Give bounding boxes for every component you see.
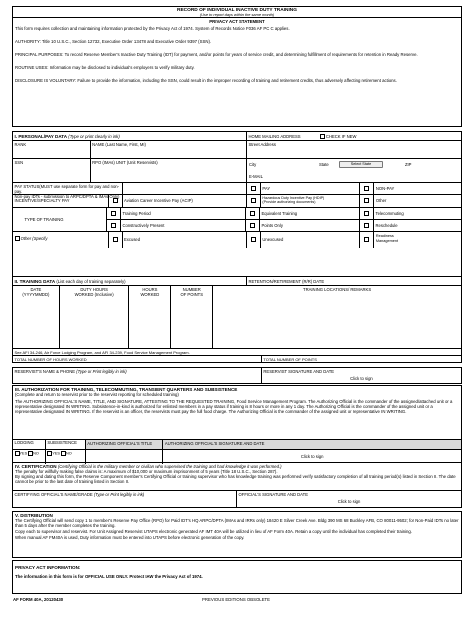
unexcused-label: Unexcused <box>262 237 284 242</box>
hdip-checkbox[interactable] <box>251 198 256 203</box>
section-personal-pay <box>12 131 462 277</box>
check-if-new-checkbox[interactable] <box>320 134 325 139</box>
pay-status-label: PAY STATUS(MUST use separate form for pay and non-pay. <box>14 183 119 194</box>
street-label: Street Address <box>248 141 276 147</box>
constructively-present-checkbox[interactable] <box>111 223 116 228</box>
section-1-note: (Type or print clearly in ink) <box>68 134 120 139</box>
reservist-name-label: RESERVIST'S NAME & PHONE <box>14 368 76 374</box>
lodging-reference: See AFI 34-246, Air Force Lodging Program, and AFI 34-239, Food Service Management Program. <box>14 349 190 355</box>
duty-hours-column[interactable] <box>60 286 130 348</box>
zip-label: ZIP <box>404 162 412 167</box>
section-4-title: IV. CERTIFICATION <box>15 464 57 469</box>
section-distribution <box>12 511 462 558</box>
points-only-checkbox[interactable] <box>250 223 255 228</box>
privacy-heading: PRIVACY ACT STATEMENT <box>209 19 265 24</box>
hdip-label: Hazardous Duty Incentive Pay (HDIP) <box>262 195 325 200</box>
rank-label: RANK <box>14 141 27 147</box>
non-pay-checkbox[interactable] <box>364 186 369 191</box>
privacy-disclosure: DISCLOSURE IS VOLUNTARY: Failure to provide the information, including the SSN, could result in the improper recording of training and retirement credits, thus adversely affecting retirement actions. <box>15 78 397 83</box>
city-label: City <box>248 162 257 167</box>
section-authorization <box>12 385 462 463</box>
readiness-note: Management <box>375 238 399 243</box>
other-specify-checkbox[interactable] <box>15 236 20 241</box>
ssn-label: SSN <box>14 159 24 165</box>
privacy-routine: ROUTINE USES: Information may be disclosed to individual's employers to verify military duty. <box>15 65 195 70</box>
section-4-note: (Certifying Official is the military member or civilian who supervised the training and had knowledge it was performed.) <box>57 464 282 469</box>
acip-checkbox[interactable] <box>113 198 118 203</box>
section-4-body: By signing and dating this form, the Reserve Component member's Certifying Official or training supervisor who has knowledge training was performed verify satisfactory completion of all training period(s) listed in Section II. The date cannot be prior to the last date of training listed in Section II. <box>15 474 456 484</box>
acip-label: Aviation Career Incentive Pay (ACIP) <box>124 198 193 203</box>
auth-sign-button[interactable]: Click to sign <box>300 454 324 459</box>
form-header <box>12 6 462 18</box>
privacy-statement <box>12 18 462 127</box>
reservist-name-note: (Type or Print legibly in ink) <box>76 368 127 374</box>
reschedule-label: Reschedule <box>375 223 398 228</box>
section-certification <box>12 463 462 508</box>
section-2-title: II. TRAINING DATA <box>14 279 56 284</box>
hours-worked-header-2: WORKED <box>140 291 160 297</box>
duty-hours-header: DUTY HOURS <box>80 286 108 292</box>
email-label: E-MAIL <box>248 174 263 179</box>
training-period-checkbox[interactable] <box>111 211 116 216</box>
telecommuting-checkbox[interactable] <box>364 211 369 216</box>
hours-worked-header: HOURS <box>142 286 158 292</box>
privacy-purposes: PRINCIPAL PURPOSES: To record Reserve Member's Inactive Duty Training (IDT) for payment, and/or points for years of service credit, and determining fulfillment of requirements for retention in Ready Reserve. <box>15 52 418 57</box>
section-3-note: (Complete and return to reservist prior to the reservist reporting for scheduled training) <box>15 392 179 397</box>
non-pay-label: NON-PAY <box>375 186 395 191</box>
privacy-authority: AUTHORITY: Title 10 U.S.C., Section 12732, Executive Order 13478 and Executive Order 9397 (SSN). <box>15 39 212 44</box>
section-3-title: III. AUTHORIZATION FOR TRAINING, TELECOMMUTING, TRANSIENT QUARTERS AND SUBSISTENCE <box>15 387 238 392</box>
pay-status-note: Non-pay IDTs - submission to ARPC/DPTA & IMAs Only) <box>14 193 120 199</box>
duty-hours-note: WORKED (Inclusive) <box>74 291 114 297</box>
total-hours-label: TOTAL NUMBER OF HOURS WORKED <box>14 356 87 362</box>
hdip-note: (Provide authorizing documents) <box>262 199 316 204</box>
date-format: (YYYYMMDD) <box>22 291 50 297</box>
certifying-sign-button[interactable]: Click to sign <box>337 498 361 504</box>
other-pay-checkbox[interactable] <box>364 198 369 203</box>
form-number: AF FORM 40A, 20120430 <box>13 597 64 602</box>
reservist-name-field[interactable] <box>13 368 262 383</box>
ssn-field[interactable] <box>13 159 91 182</box>
telecommuting-label: Telecommuting <box>375 211 404 216</box>
name-label: NAME (Last Name, First, MI) <box>92 141 146 147</box>
section-2-note: (List each day of training separately) <box>56 279 126 284</box>
auth-sig-label: AUTHORIZING OFFICIAL'S SIGNATURE AND DATE <box>164 440 265 446</box>
points-column[interactable] <box>171 286 213 348</box>
auth-title-label: AUTHORIZING OFFICIAL'S TITLE <box>87 440 153 446</box>
constructively-present-label: Constructively Present <box>122 223 165 228</box>
state-select[interactable]: Select State <box>339 161 383 168</box>
lodging-yes-label: YES <box>19 451 28 455</box>
distribution-line-3: When manual AF FM40A is used, Duty information must be entered into UTAPS before electronic generation of the copy. <box>15 535 245 540</box>
penalty-statement: The penalty for willfully making false claims is: A maximum of $10,000 or maximum imprisonment of 5 years (Title 18 U.S.C., Section 287). <box>15 469 278 474</box>
rpo-unit-label: RPO (IMAs) UNIT (Unit Reservists) <box>92 159 158 165</box>
other-pay-label: Other <box>375 198 387 203</box>
rank-field[interactable] <box>13 141 91 158</box>
date-header: DATE <box>30 286 42 292</box>
form-footer <box>12 596 462 604</box>
name-field[interactable] <box>91 141 247 158</box>
pay-checkbox[interactable] <box>251 186 256 191</box>
readiness-label: Readiness <box>375 234 394 238</box>
excused-checkbox[interactable] <box>113 237 118 242</box>
total-points-label: TOTAL NUMBER OF POINTS <box>263 356 317 362</box>
certifying-name-field[interactable] <box>13 491 237 508</box>
points-header: NUMBER <box>182 286 201 292</box>
points-only-label: Points Only <box>261 223 283 228</box>
pay-label: PAY <box>262 186 271 191</box>
unexcused-checkbox[interactable] <box>251 237 256 242</box>
subsistence-yes-label: YES <box>52 451 60 455</box>
locations-column[interactable] <box>213 286 461 348</box>
certifying-sig-label: OFFICIAL'S SIGNATURE AND DATE <box>238 491 309 497</box>
privacy-intro: This form requires collection and maintaining information protected by the Privacy Act of 1974. System of Records Notice F036 AF PC C applies. <box>15 26 290 31</box>
excused-label: Excused <box>124 237 141 242</box>
equivalent-training-label: Equivalent Training <box>261 211 298 216</box>
check-if-new-label: CHECK IF NEW <box>325 134 357 139</box>
section-3-body: The AUTHORIZING OFFICIAL'S NAME, TITLE, AND SIGNATURE, ATTESTING TO THE REQUESTED TRAINING, Food Service Management Program. The Authorizing Official is the commander of the assigned/attached unit or a representative designated IN WRITING. Subsistence-in-kind is authorized for enlisted members in a pay status if training is 8 hours or more in any 1 day. The Authorizing Official is the commander of the assigned unit or a representative designated IN WRITING. If the reservist is an officer, the reservists must pay the full food charge. The Authorizing Official is the commander of the assigned unit or representative IN WRITING. <box>15 399 453 414</box>
type-of-training-label: TYPE OF TRAINING <box>24 217 64 222</box>
section-5-title: V. DISTRIBUTION <box>15 513 53 518</box>
privacy-info-title: PRIVACY ACT INFORMATION: <box>15 565 81 570</box>
mailing-address-label: HOME MAILING ADDRESS <box>248 134 301 139</box>
reservist-signature-block <box>12 367 462 384</box>
street-field[interactable] <box>247 141 461 158</box>
locations-header: TRAINING LOCATIONS/ REMARKS <box>303 286 372 292</box>
certifying-name-label: CERTIFYING OFFICIAL'S NAME/GRADE <box>14 491 93 497</box>
date-column[interactable] <box>13 286 60 348</box>
subsistence-no-label: NO <box>66 451 72 455</box>
subsistence-label: SUBSISTENCE <box>47 440 77 445</box>
lodging-no-label: NO <box>33 451 39 455</box>
section-training-data <box>12 277 462 363</box>
hours-worked-column[interactable] <box>129 286 171 348</box>
form-subtitle: (Use to report days within the same month) <box>199 12 275 17</box>
reservist-sig-label: RESERVIST SIGNATURE AND DATE <box>263 368 335 374</box>
reservist-sign-button[interactable]: Click to sign <box>350 375 373 381</box>
equivalent-training-checkbox[interactable] <box>250 211 255 216</box>
distribution-line-1: The Certifying Official will send copy 1 to member's Reserve Pay Office (RPO) for Paid IDT's HQ ARPC/DPTA (IMAs and IRRs only) 18420 E Silver Creek Ave. Bldg 390 MS 68 Buckley AFB, CO 80011-9502; for Non-Paid IDTs no later than 5 days after the member completes the training. <box>15 518 459 528</box>
distribution-line-2: Copy each to supervisor and reservist. For Unit Assigned Reservist UTAPS electronic generated AF IMT 40A will be utilized in lieu of AF Form 40A. Retain a copy until the individual has completed their training. <box>15 529 413 534</box>
section-1-title: I. PERSONAL/PAY DATA <box>14 134 68 139</box>
lodging-label: LODGING <box>14 440 34 445</box>
incentive-pay-label: INCENTIVE/SPECIALTY PAY <box>14 198 70 203</box>
state-label: State <box>318 162 329 167</box>
previous-editions: PREVIOUS EDITIONS OBSOLETE <box>202 597 271 602</box>
training-period-label: Training Period <box>122 211 151 216</box>
form-page <box>12 6 462 606</box>
reschedule-checkbox[interactable] <box>364 223 369 228</box>
points-header-2: OF POINTS <box>180 291 204 297</box>
form-title: RECORD OF INDIVIDUAL INACTIVE DUTY TRAINING <box>176 8 298 13</box>
auth-title-field[interactable] <box>86 450 164 464</box>
privacy-info-block <box>12 560 462 594</box>
privacy-info-text: The information in this form is for OFFICIAL USE ONLY. Protect IAW the Privacy Act of 1974. <box>15 574 203 579</box>
certifying-name-note: (Type or Print legibly in ink) <box>93 491 145 497</box>
readiness-checkbox[interactable] <box>364 237 369 242</box>
rpo-unit-field[interactable] <box>91 159 247 182</box>
retirement-date-label: RETENTION/RETIREMENT (R/R) DATE <box>248 279 325 284</box>
other-specify-label: Other (Specify <box>20 236 48 241</box>
